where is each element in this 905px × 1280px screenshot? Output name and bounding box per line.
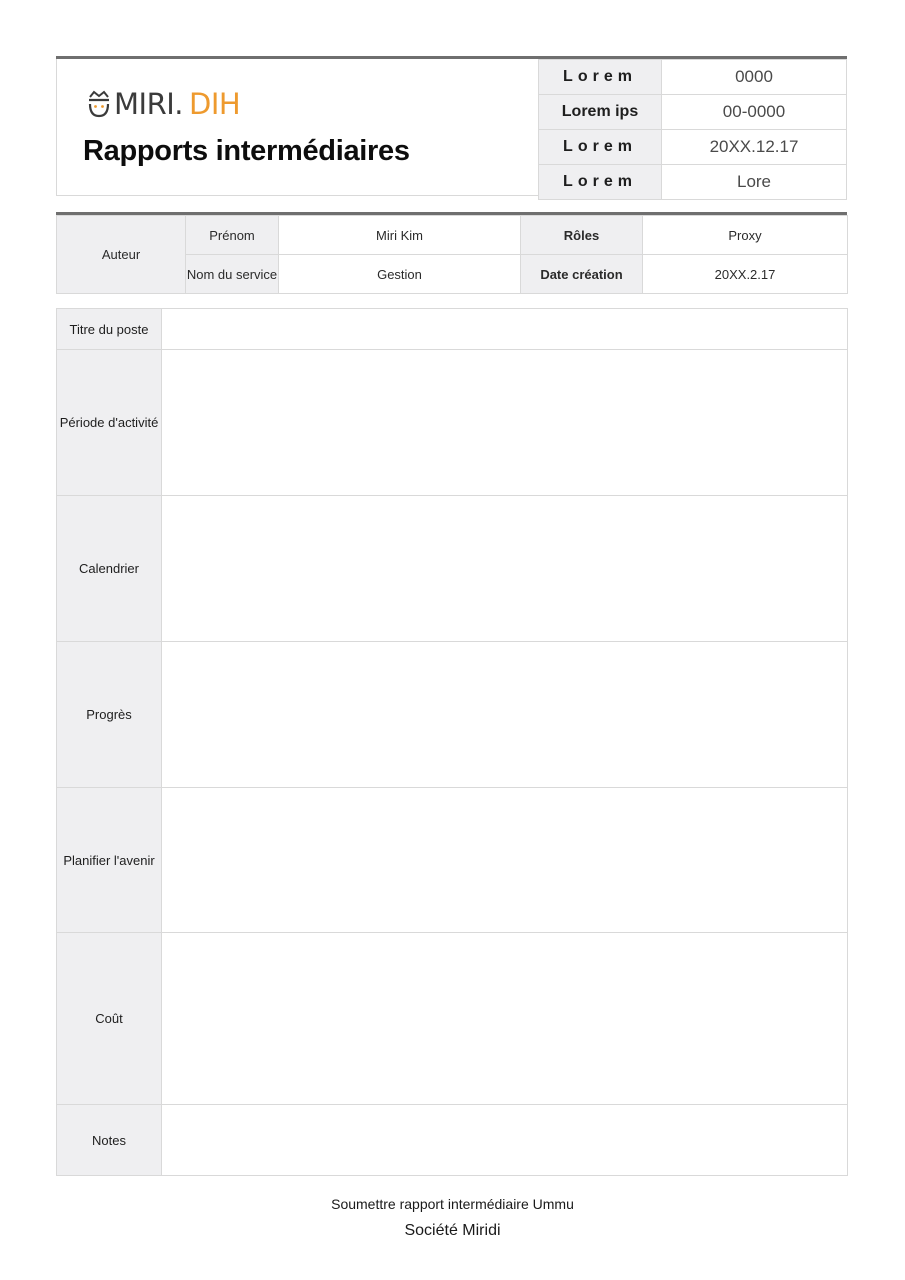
author-section-label: Auteur <box>57 216 186 294</box>
header-info-row <box>539 130 847 165</box>
report-form-table <box>56 308 848 1176</box>
header-info-label: Lorem ips <box>539 95 662 130</box>
first-name-label: Prénom <box>186 216 279 255</box>
progress-field[interactable] <box>162 642 848 788</box>
notes-label: Notes <box>57 1105 162 1176</box>
form-row-progress <box>57 642 848 788</box>
creation-date-label: Date création <box>521 255 643 294</box>
activity-period-field[interactable] <box>162 350 848 496</box>
future-plan-label: Planifier l'avenir <box>57 788 162 933</box>
service-name-value[interactable]: Gestion <box>279 255 521 294</box>
header-info-label: Lorem <box>539 130 662 165</box>
cost-label: Coût <box>57 933 162 1105</box>
header-info-value[interactable]: 00-0000 <box>662 95 847 130</box>
author-row <box>57 216 848 255</box>
service-name-label: Nom du service <box>186 255 279 294</box>
roles-value[interactable]: Proxy <box>643 216 848 255</box>
header-info-label: Lorem <box>539 60 662 95</box>
author-section <box>56 212 847 294</box>
header-info-label: Lorem <box>539 165 662 200</box>
footer-submit-text: Soumettre rapport intermédiaire Ummu <box>331 1196 574 1212</box>
form-row-job-title <box>57 309 848 350</box>
job-title-field[interactable] <box>162 309 848 350</box>
header-title-area <box>56 59 538 196</box>
document-header <box>56 56 847 196</box>
company-logo <box>87 86 240 122</box>
author-table <box>56 215 848 294</box>
header-info-value[interactable]: 0000 <box>662 60 847 95</box>
header-info-row <box>539 95 847 130</box>
progress-label: Progrès <box>57 642 162 788</box>
future-plan-field[interactable] <box>162 788 848 933</box>
form-row-calendar <box>57 496 848 642</box>
creation-date-value[interactable]: 20XX.2.17 <box>643 255 848 294</box>
notes-field[interactable] <box>162 1105 848 1176</box>
page-title: Rapports intermédiaires <box>83 135 410 167</box>
cost-field[interactable] <box>162 933 848 1105</box>
job-title-label: Titre du poste <box>57 309 162 350</box>
logo-text-dot: . <box>174 87 183 121</box>
hat-mask-logo-icon <box>87 89 111 119</box>
logo-wordmark <box>114 86 240 122</box>
header-info-value[interactable]: Lore <box>662 165 847 200</box>
form-row-activity-period <box>57 350 848 496</box>
first-name-value[interactable]: Miri Kim <box>279 216 521 255</box>
form-row-cost <box>57 933 848 1105</box>
form-row-future-plan <box>57 788 848 933</box>
calendar-field[interactable] <box>162 496 848 642</box>
roles-label: Rôles <box>521 216 643 255</box>
footer-company-name: Société Miridi <box>404 1222 501 1239</box>
activity-period-label: Période d'activité <box>57 350 162 496</box>
logo-text-accent: DIH <box>189 87 241 121</box>
header-info-row <box>539 165 847 200</box>
logo-text-main: MIRI <box>114 87 175 121</box>
header-info-table <box>538 59 847 200</box>
form-row-notes <box>57 1105 848 1176</box>
calendar-label: Calendrier <box>57 496 162 642</box>
header-info-row <box>539 60 847 95</box>
header-info-value[interactable]: 20XX.12.17 <box>662 130 847 165</box>
